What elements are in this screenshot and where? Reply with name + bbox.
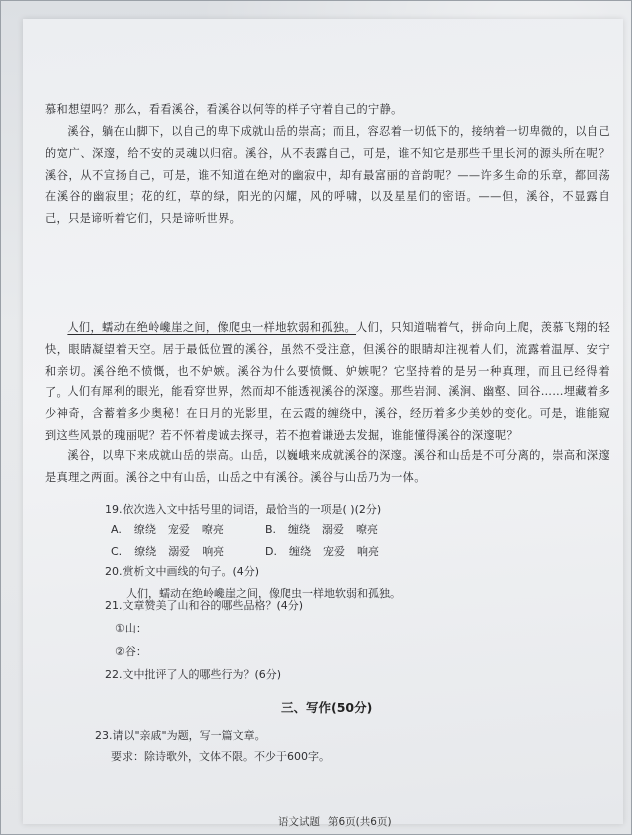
passage-paragraph-4: 溪谷，以卑下来成就山岳的崇高。山岳，以巍峨来成就溪谷的深邃。溪谷和山岳是不可分离的，崇高和深邃是真理之两面。溪谷之中有山岳，山岳之中有溪谷。溪谷与山岳乃为一体。 [45, 449, 610, 484]
passage-paragraph-3: 人们有犀利的眼光，能看穿世界，然而却不能透视溪谷的深邃。那些岩洞、溪涧、幽壑、回谷……埋藏着多少神奇，含蓄着多少奥秘！在日月的光影里，在云霞的缠绕中，溪谷，经历着多少美妙的变化。可是，谁能窥到这些风景的瑰丽呢？若不怀着虔诚去探寻，若不抱着谦逊去发掘，谁能懂得溪谷的深邃呢？ [45, 385, 610, 442]
option-d-word-3: 响亮 [356, 545, 379, 558]
question-23-requirements: 要求：除诗歌外，文体不限。不少于600字。 [111, 750, 330, 763]
underlined-sentence: 人们，蠕动在绝岭巉崖之间，像爬虫一样地软弱和孤独。 [67, 321, 357, 334]
question-20-sentence: 人们，蠕动在绝岭巉崖之间，像爬虫一样地软弱和孤独。 [126, 587, 401, 600]
footer-subject: 语文试题 [278, 816, 320, 828]
question-19: 19.依次选入文中括号里的词语，最恰当的一项是( )(2分) [105, 503, 382, 516]
page-footer [278, 814, 400, 829]
question-21-valley: ②谷： [115, 645, 147, 658]
option-c [111, 543, 236, 559]
option-b-label: B. [265, 523, 277, 536]
option-c-label: C. [111, 545, 123, 558]
option-b-word-1: 缠绕 [288, 523, 311, 536]
option-d-word-2: 宠爱 [322, 545, 345, 558]
passage-paragraph-1: 溪谷，躺在山脚下，以自己的卑下成就山岳的崇高；而且，容忍着一切低下的，接纳着一切卑微的，以自己的宽广、深邃，给不安的灵魂以归宿。溪谷，从不表露自己，可是，谁不知它是那些千里长河的源头所在呢？溪谷，从不宣扬自己，可是，谁不知道在绝对的幽寂中，却有最富丽的音韵呢？——许多生命的乐章，都回荡在溪谷的幽寂里；花的红，草的绿，阳光的闪耀，风的呼啸，以及星星们的密语。——但，溪谷，不显露自己，只是谛听着它们，只是谛听世界。 [45, 125, 610, 226]
question-23: 23.请以"亲戚"为题，写一篇文章。 [95, 729, 266, 742]
passage-paragraph-2-rest: 人们，只知道喘着气，拼命向上爬，羡慕飞翔的轻快，眼睛凝望着天空。居于最低位置的溪谷，虽然不受注意，但溪谷的眼睛却注视着人们，流露着温厚、安宁和亲切。溪谷绝不愤慨，也不妒嫉。溪谷为什么要愤慨、妒嫉呢？它坚持着的是另一种真理，而且已经得着了。 [45, 321, 610, 400]
question-21-mountain: ①山： [115, 622, 147, 635]
option-d-label: D. [265, 545, 277, 558]
option-b-word-2: 溺爱 [322, 523, 345, 536]
exam-page [23, 19, 623, 828]
option-d-word-1: 缠绕 [288, 545, 311, 558]
option-a [111, 521, 236, 537]
option-c-word-2: 溺爱 [168, 545, 191, 558]
question-22: 22.文中批评了人的哪些行为？(6分) [105, 668, 282, 681]
option-d [265, 543, 391, 559]
question-20: 20.赏析文中画线的句子。(4分) [105, 565, 260, 578]
option-a-word-2: 宠爱 [167, 523, 190, 536]
option-c-word-1: 缭绕 [134, 545, 157, 558]
footer-page-number: 第6页(共6页) [328, 816, 392, 828]
option-b-word-3: 嘹亮 [356, 523, 379, 536]
option-a-label: A. [111, 523, 122, 536]
writing-section-title: 三、写作(50分) [281, 700, 373, 715]
question-21: 21.文章赞美了山和谷的哪些品格？(4分) [105, 599, 304, 612]
option-c-word-3: 响亮 [202, 545, 225, 558]
passage-paragraph-0: 慕和想望吗？那么，看看溪谷，看溪谷以何等的样子守着自己的宁静。 [45, 103, 403, 116]
option-a-word-3: 嘹亮 [201, 523, 224, 536]
option-a-word-1: 缭绕 [133, 523, 156, 536]
option-b [265, 521, 390, 537]
